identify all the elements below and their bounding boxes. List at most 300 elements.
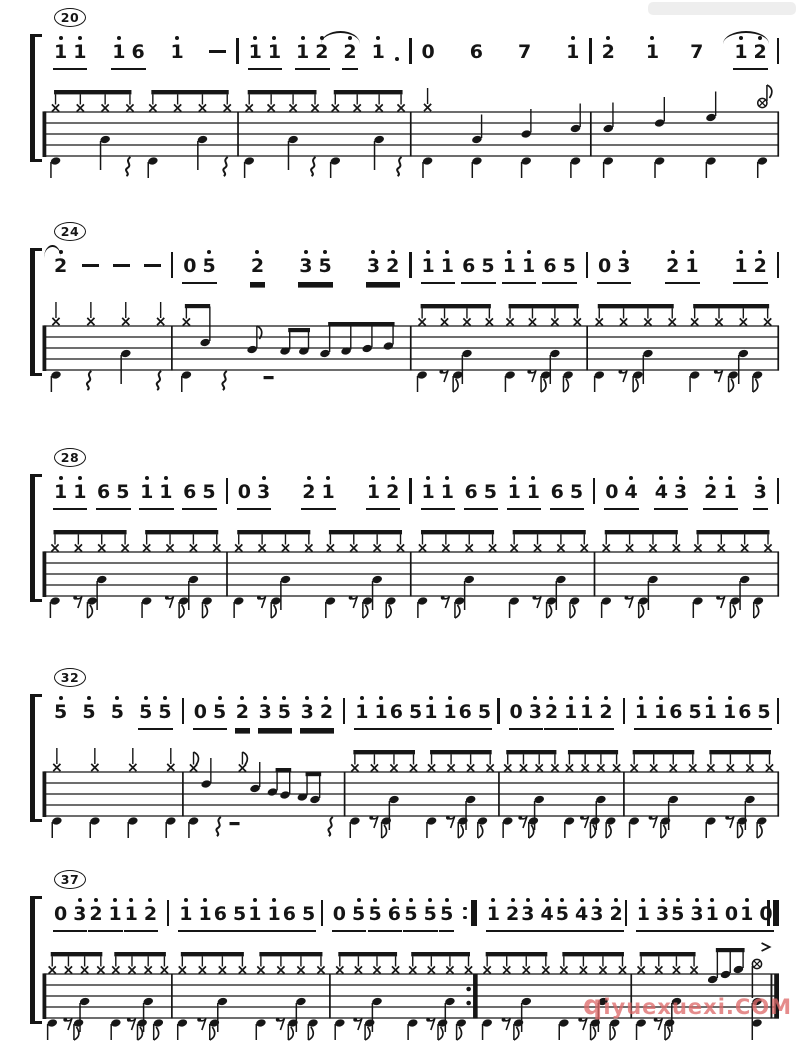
jianpu-digit: 1 — [421, 255, 435, 277]
octave-dot — [511, 898, 515, 902]
jianpu-measure-content — [173, 246, 409, 286]
jianpu-measure-content — [595, 472, 777, 512]
jianpu-measure — [228, 472, 410, 512]
octave-dot — [533, 696, 537, 700]
jianpu-digit: 1 — [355, 701, 369, 723]
jianpu-note — [318, 250, 331, 280]
jianpu-note — [54, 898, 67, 928]
octave-dot — [78, 36, 82, 40]
barline — [777, 252, 779, 278]
octave-dot — [263, 696, 267, 700]
octave-dot — [272, 36, 276, 40]
jianpu-beam-group — [423, 696, 457, 730]
jianpu-measure — [184, 692, 343, 732]
jianpu-beam-group — [733, 250, 767, 284]
jianpu-digit: 2 — [599, 701, 613, 723]
jianpu-note — [754, 476, 767, 506]
jianpu-note — [236, 696, 249, 726]
jianpu-note — [109, 898, 122, 928]
jianpu-digit: 0 — [759, 903, 773, 925]
jianpu-beam-group — [81, 250, 100, 282]
jianpu-note — [484, 476, 497, 506]
jianpu-note — [723, 476, 736, 506]
octave-dot — [614, 898, 618, 902]
jianpu-beam-group — [110, 696, 125, 728]
jianpu-beam-group — [703, 476, 737, 510]
jianpu-note — [688, 696, 701, 726]
octave-dot — [376, 36, 380, 40]
jianpu-note — [388, 898, 401, 928]
jianpu-note — [422, 250, 435, 280]
jianpu-digit: 1 — [267, 41, 282, 63]
jianpu-digit: 1 — [502, 255, 516, 277]
octave-dot — [207, 250, 211, 254]
jianpu-note — [367, 250, 380, 280]
octave-dot — [428, 898, 432, 902]
jianpu-digit: 6 — [387, 903, 401, 925]
jianpu-note — [299, 250, 312, 280]
jianpu-digit: 5 — [562, 255, 576, 277]
jianpu-note — [278, 696, 291, 726]
jianpu-digit: 1 — [703, 701, 717, 723]
jianpu-digit: 7 — [690, 41, 704, 63]
jianpu-measure — [412, 472, 594, 512]
jianpu-note — [302, 898, 315, 928]
jianpu-digit: 1 — [112, 41, 126, 63]
octave-dot — [145, 476, 149, 480]
jianpu-measure-content — [412, 32, 590, 72]
jianpu-digit: 1 — [179, 903, 193, 925]
measure-number-badge: 20 — [54, 8, 86, 27]
jianpu-beam-group — [421, 476, 455, 510]
jianpu-note — [740, 898, 753, 928]
jianpu-line — [44, 32, 779, 76]
jianpu-note — [759, 898, 772, 928]
jianpu-digit: 1 — [486, 903, 501, 925]
barline — [777, 38, 779, 64]
jianpu-digit: 6 — [131, 41, 145, 63]
measure-number-badge: 28 — [54, 448, 86, 467]
jianpu-digit: 2 — [609, 903, 623, 925]
jianpu-digit: 2 — [143, 903, 158, 925]
jianpu-digit: 1 — [54, 481, 68, 503]
jianpu-beam-group — [739, 898, 773, 932]
jianpu-digit: 4 — [624, 481, 638, 503]
jianpu-beam-group — [555, 898, 589, 932]
jianpu-digit: 5 — [481, 255, 495, 277]
jianpu-beam-group — [332, 898, 366, 932]
jianpu-beam-group — [589, 898, 623, 932]
jianpu-measure — [477, 894, 625, 934]
octave-dot — [184, 898, 188, 902]
jianpu-beam-group — [486, 898, 520, 932]
jianpu-digit: 4 — [574, 903, 589, 925]
octave-dot — [739, 250, 743, 254]
jianpu-note — [73, 898, 86, 928]
jianpu-note — [113, 250, 130, 280]
measure-number-badge: 32 — [54, 668, 86, 687]
jianpu-note — [203, 250, 216, 280]
octave-dot — [144, 696, 148, 700]
jianpu-note — [267, 898, 280, 928]
jianpu-note — [564, 696, 577, 726]
jianpu-measure-content — [323, 894, 464, 934]
jianpu-beam-group — [208, 36, 227, 68]
jianpu-digit: 3 — [655, 903, 670, 925]
octave-dot — [113, 898, 117, 902]
jianpu-digit: 2 — [386, 255, 400, 277]
jianpu-measure-content — [588, 246, 777, 286]
dash-extension — [144, 264, 161, 267]
jianpu-digit: 6 — [543, 255, 557, 277]
jianpu-beam-group — [112, 250, 131, 282]
octave-dot — [585, 696, 589, 700]
jianpu-digit: 1 — [248, 903, 262, 925]
jianpu-digit: 5 — [301, 903, 316, 925]
jianpu-beam-group — [517, 36, 532, 68]
octave-dot — [304, 250, 308, 254]
jianpu-beam-group — [705, 898, 739, 932]
jianpu-note — [440, 898, 453, 928]
jianpu-beam-group — [753, 476, 768, 510]
jianpu-beam-group — [88, 898, 122, 932]
system-28 — [0, 448, 810, 648]
octave-dot — [728, 696, 732, 700]
jianpu-note — [462, 250, 475, 280]
jianpu-beam-group — [169, 36, 184, 68]
octave-dot — [326, 476, 330, 480]
octave-dot — [391, 250, 395, 254]
jianpu-beam-group — [464, 476, 498, 510]
octave-dot — [661, 898, 665, 902]
jianpu-note — [617, 250, 630, 280]
jianpu-beam-group — [654, 476, 688, 510]
jianpu-digit: 5 — [555, 903, 569, 925]
jianpu-digit: 5 — [688, 701, 702, 723]
jianpu-note — [465, 476, 478, 506]
jianpu-digit: 2 — [302, 481, 316, 503]
jianpu-note — [248, 898, 261, 928]
jianpu-digit: 5 — [116, 481, 130, 503]
jianpu-digit: 0 — [332, 903, 346, 925]
octave-dot — [360, 696, 364, 700]
jianpu-note — [690, 36, 703, 66]
jianpu-note — [541, 898, 554, 928]
jianpu-note — [669, 696, 682, 726]
jianpu-beam-group — [469, 36, 484, 68]
jianpu-note — [111, 696, 124, 726]
jianpu-note — [139, 696, 152, 726]
jianpu-measure — [500, 692, 623, 732]
octave-dot — [379, 696, 383, 700]
jianpu-beam-group — [247, 898, 281, 932]
jianpu-digit: 1 — [526, 481, 541, 503]
jianpu-digit: 1 — [654, 701, 668, 723]
jianpu-note — [352, 898, 365, 928]
jianpu-note — [259, 696, 272, 726]
jianpu-note — [590, 898, 603, 928]
octave-dot — [175, 36, 179, 40]
jianpu-note — [131, 36, 144, 66]
jianpu-beam-group — [298, 250, 332, 284]
drum-measure — [51, 748, 176, 838]
drum-staff — [36, 518, 781, 622]
octave-dot — [641, 898, 645, 902]
octave-dot — [448, 696, 452, 700]
octave-dot — [527, 250, 531, 254]
jianpu-note — [508, 476, 521, 506]
jianpu-note — [54, 476, 67, 506]
jianpu-digit: 5 — [569, 481, 584, 503]
jianpu-digit: 6 — [462, 255, 476, 277]
octave-dot — [301, 36, 305, 40]
jianpu-digit: 1 — [124, 903, 138, 925]
jianpu-beam-group — [235, 696, 250, 730]
jianpu-digit: 5 — [404, 903, 418, 925]
jianpu-beam-group — [542, 250, 576, 284]
jianpu-measure-content — [228, 472, 410, 512]
jianpu-digit: 1 — [108, 903, 122, 925]
jianpu-digit: 6 — [458, 701, 472, 723]
jianpu-note — [73, 476, 86, 506]
octave-dot — [163, 696, 167, 700]
jianpu-digit: 5 — [318, 255, 332, 277]
jianpu-digit: 1 — [507, 481, 521, 503]
jianpu-note — [322, 476, 335, 506]
jianpu-digit: 6 — [183, 481, 197, 503]
octave-dot — [307, 476, 311, 480]
jianpu-note — [409, 696, 422, 726]
barline — [777, 698, 779, 724]
jianpu-digit: 6 — [550, 481, 564, 503]
jianpu-digit: 1 — [705, 903, 719, 925]
jianpu-digit: 1 — [740, 903, 754, 925]
octave-dot — [708, 696, 712, 700]
jianpu-note — [194, 696, 207, 726]
jianpu-digit: 1 — [440, 481, 454, 503]
jianpu-beam-group — [139, 476, 173, 510]
jianpu-digit: 5 — [202, 481, 216, 503]
jianpu-digit: 5 — [423, 903, 437, 925]
jianpu-measure-content — [44, 472, 226, 512]
jianpu-digit: 1 — [159, 481, 173, 503]
jianpu-digit: 3 — [258, 701, 272, 723]
drum-measure — [188, 752, 333, 838]
jianpu-note — [704, 696, 717, 726]
jianpu-beam-group — [670, 898, 704, 932]
jianpu-note — [238, 476, 251, 506]
jianpu-digit: 0 — [193, 701, 207, 723]
measure-number-badge: 24 — [54, 222, 86, 241]
octave-dot — [323, 250, 327, 254]
drum-staff — [36, 78, 781, 182]
jianpu-note — [386, 476, 399, 506]
jianpu-digit: 5 — [483, 481, 497, 503]
jianpu-digit: 6 — [669, 701, 683, 723]
octave-dot — [545, 898, 549, 902]
jianpu-note — [529, 696, 542, 726]
jianpu-beam-group — [53, 476, 87, 510]
jianpu-measure-content — [627, 894, 773, 934]
octave-dot — [426, 250, 430, 254]
jianpu-note — [116, 476, 129, 506]
jianpu-digit: 0 — [54, 903, 68, 925]
jianpu-note — [202, 476, 215, 506]
jianpu-beam-group — [509, 696, 543, 730]
octave-dot — [272, 898, 276, 902]
drum-measure — [422, 88, 581, 178]
jianpu-note — [734, 250, 747, 280]
jianpu-note — [674, 476, 687, 506]
jianpu-beam-group — [689, 36, 704, 68]
octave-dot — [560, 898, 564, 902]
dash-extension — [113, 264, 130, 267]
jianpu-note — [367, 476, 380, 506]
jianpu-digit: 1 — [564, 701, 578, 723]
octave-dot — [526, 898, 530, 902]
jianpu-note — [566, 36, 579, 66]
repeat-dot — [463, 916, 466, 919]
jianpu-digit: 7 — [517, 41, 532, 63]
octave-dot — [392, 898, 396, 902]
octave-dot — [371, 250, 375, 254]
jianpu-digit: 3 — [299, 255, 313, 277]
jianpu-note — [422, 36, 435, 66]
jianpu-beam-group — [53, 898, 87, 932]
jianpu-note — [296, 36, 309, 66]
jianpu-note — [441, 476, 454, 506]
jianpu-note — [73, 36, 86, 66]
jianpu-note — [551, 476, 564, 506]
jianpu-measure-content — [184, 692, 343, 732]
jianpu-digit: 5 — [213, 701, 227, 723]
jianpu-beam-group — [248, 36, 282, 70]
octave-dot — [391, 476, 395, 480]
jianpu-measure — [588, 246, 777, 286]
jianpu-beam-group — [237, 476, 271, 510]
jianpu-digit: 1 — [296, 41, 310, 63]
drum-staff — [36, 292, 781, 396]
jianpu-note — [481, 250, 494, 280]
jianpu-note — [646, 36, 659, 66]
jianpu-measure — [44, 894, 167, 934]
octave-dot — [282, 696, 286, 700]
jianpu-measure — [412, 32, 590, 72]
jianpu-digit: 0 — [183, 255, 197, 277]
jianpu-digit: 2 — [506, 903, 520, 925]
jianpu-note — [82, 696, 95, 726]
jianpu-beam-group — [354, 696, 388, 730]
jianpu-digit: 5 — [202, 255, 216, 277]
jianpu-note — [144, 250, 161, 280]
jianpu-beam-group — [182, 250, 216, 284]
octave-dot — [512, 476, 516, 480]
jianpu-digit: 2 — [753, 41, 767, 63]
jianpu-note — [170, 36, 183, 66]
jianpu-line — [44, 472, 779, 516]
jianpu-beam-group — [439, 898, 454, 932]
repeat-dot — [463, 907, 466, 910]
jianpu-digit: 1 — [424, 701, 438, 723]
jianpu-beam-group — [282, 898, 316, 932]
jianpu-beam-group — [81, 696, 96, 728]
jianpu-digit: 1 — [566, 41, 580, 63]
octave-dot — [445, 250, 449, 254]
jianpu-note — [251, 250, 264, 280]
octave-dot — [371, 476, 375, 480]
octave-dot — [606, 36, 610, 40]
jianpu-note — [390, 696, 403, 726]
octave-dot — [373, 898, 377, 902]
jianpu-note — [199, 898, 212, 928]
octave-dot — [305, 696, 309, 700]
jianpu-digit: 2 — [89, 903, 103, 925]
jianpu-measure — [345, 692, 497, 732]
jianpu-digit: 1 — [685, 255, 699, 277]
jianpu-note — [522, 250, 535, 280]
jianpu-beam-group — [550, 476, 584, 510]
jianpu-line — [44, 692, 779, 736]
jianpu-measure — [625, 692, 777, 732]
repeat-dots — [463, 907, 466, 920]
octave-dot — [164, 476, 168, 480]
jianpu-digit: 5 — [671, 903, 685, 925]
octave-dot — [117, 36, 121, 40]
jianpu-note — [89, 898, 102, 928]
jianpu-beam-group — [634, 696, 668, 730]
octave-dot — [59, 476, 63, 480]
jianpu-note — [609, 898, 622, 928]
jianpu-beam-group — [193, 696, 227, 730]
jianpu-digit: 1 — [645, 41, 660, 63]
octave-dot — [728, 476, 732, 480]
jianpu-digit: 1 — [73, 41, 87, 63]
jianpu-digit: 6 — [389, 701, 403, 723]
jianpu-digit: 1 — [440, 255, 454, 277]
jianpu-digit: 5 — [351, 903, 366, 925]
jianpu-beam-group — [124, 898, 158, 932]
jianpu-digit: 2 — [54, 255, 68, 277]
octave-dot — [758, 476, 762, 480]
jianpu-note — [320, 696, 333, 726]
jianpu-note — [302, 476, 315, 506]
jianpu-measure — [592, 32, 777, 72]
jianpu-note — [738, 696, 751, 726]
jianpu-beam-group — [389, 696, 423, 730]
jianpu-digit: 1 — [443, 701, 457, 723]
jianpu-note — [654, 696, 667, 726]
jianpu-note — [503, 250, 516, 280]
jianpu-digit: 1 — [734, 255, 748, 277]
jianpu-note — [563, 250, 576, 280]
jianpu-measure-content — [477, 894, 625, 934]
octave-dot — [629, 476, 633, 480]
jianpu-digit: 5 — [82, 701, 96, 723]
jianpu-note — [459, 696, 472, 726]
octave-dot — [129, 898, 133, 902]
drum-staff — [36, 738, 781, 842]
jianpu-note — [54, 36, 67, 66]
jianpu-digit: 2 — [704, 481, 718, 503]
jianpu-measure — [323, 894, 464, 934]
octave-dot — [115, 696, 119, 700]
system-32 — [0, 668, 810, 868]
jianpu-note — [249, 36, 262, 66]
jianpu-note — [521, 898, 534, 928]
jianpu-digit: 1 — [421, 481, 435, 503]
jianpu-digit: 5 — [139, 701, 153, 723]
jianpu-beam-group — [368, 898, 402, 932]
